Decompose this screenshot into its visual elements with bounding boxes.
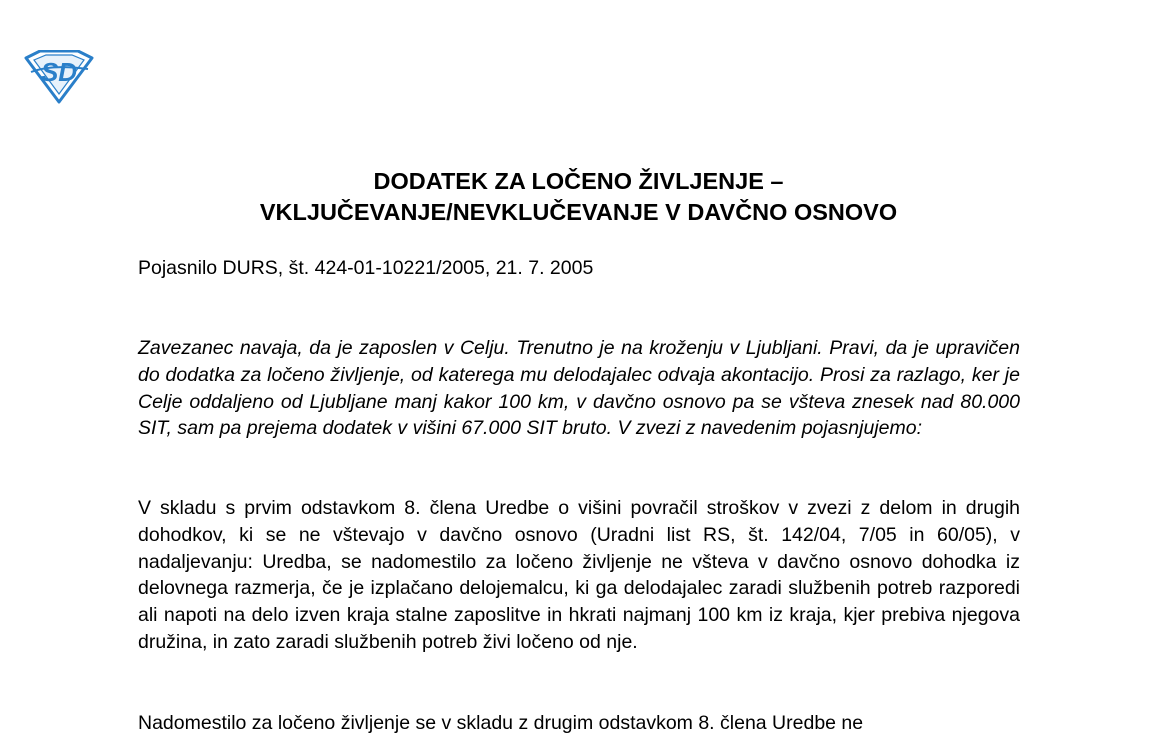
document-subtitle: Pojasnilo DURS, št. 424-01-10221/2005, 21. 7. 2005 [138, 257, 594, 279]
shield-logo-icon [22, 50, 96, 104]
logo-icon [22, 50, 96, 104]
paragraph-explanation: V skladu s prvim odstavkom 8. člena Uredbe o višini povračil stroškov v zvezi z delom in drugih dohodkov, ki se ne vštevajo v davčno osnovo (Uradni list RS, št. 142/04, 7/05 in 60/05), v nadaljevanju: Uredba, se nadomestilo za ločeno življenje ne všteva v davčno osnovo dohodka iz delovnega razmerja, če je izplačano delojemalcu, ki ga delodajalec zaradi službenih potreb razporedi ali napoti na delo izven kraja stalne zaposlitve in hkrati najmanj 100 km iz kraja, kjer prebiva njegova družina, in zato zaradi službenih potreb živi ločeno od nje. [138, 497, 1020, 653]
document-title [0, 166, 1157, 228]
title-line-2: VKLJUČEVANJE/NEVKLUČEVANJE V DAVČNO OSNOVO [259, 199, 898, 225]
paragraph-continuation: Nadomestilo za ločeno življenje se v skladu z drugim odstavkom 8. člena Uredbe ne [138, 712, 864, 734]
logo-letters: SD [40, 57, 78, 87]
title-line-1: DODATEK ZA LOČENO ŽIVLJENJE – [373, 168, 784, 194]
paragraph-question: Zavezanec navaja, da je zaposlen v Celju. Trenutno je na kroženju v Ljubljani. Pravi, da je upravičen do dodatka za ločeno življenje, od katerega mu delodajalec odvaja akontacijo. Prosi za razlago, ker je Celje oddaljeno od Ljubljane manj kakor 100 km, v davčno osnovo pa se všteva znesek nad 80.000 SIT, sam pa prejema dodatek v višini 67.000 SIT bruto. V zvezi z navedenim pojasnjujemo: [138, 337, 1020, 440]
